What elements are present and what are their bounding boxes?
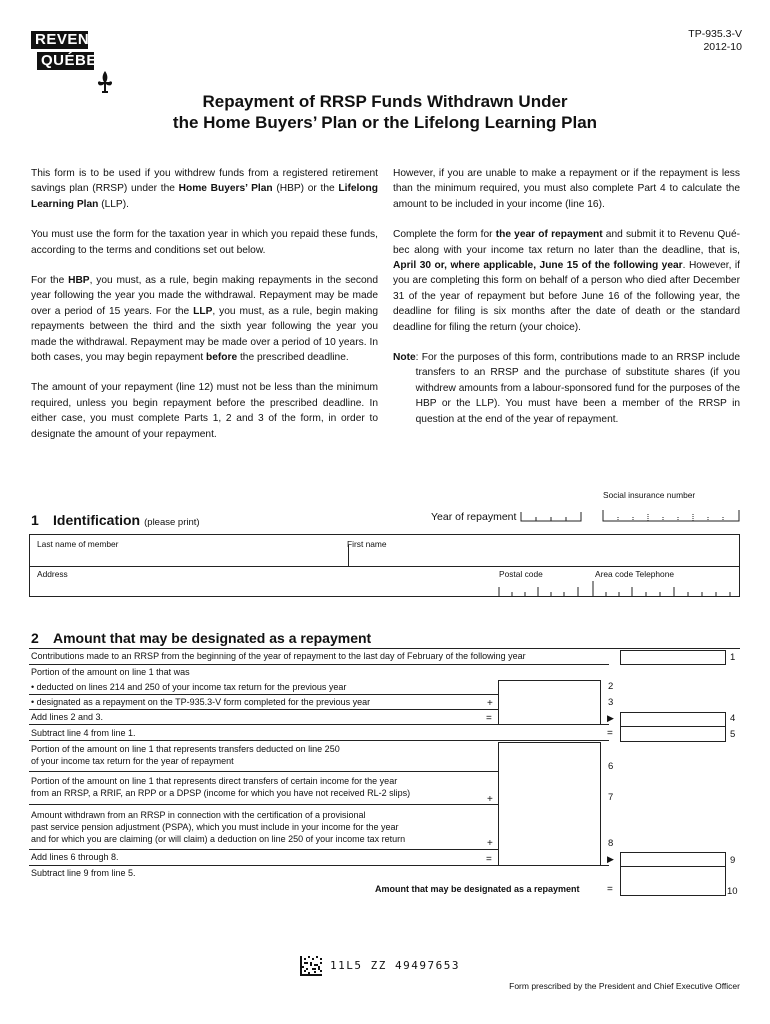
line9-total[interactable] (621, 853, 725, 866)
line7-amount[interactable] (499, 772, 599, 803)
section2-title: Amount that may be designated as a repayment (53, 630, 372, 646)
portion-text: Portion of the amount on line 1 that was (31, 667, 190, 677)
line10-text-a: Subtract line 9 from line 5. (31, 868, 136, 878)
barcode-text: 11L5 ZZ 49497653 (330, 959, 460, 972)
line7-text-a: Portion of the amount on line 1 that represents direct transfers of certain income for the year (31, 776, 398, 786)
address-label: Address (37, 569, 68, 579)
sin-label: Social insurance number (603, 490, 696, 500)
plus-line3: + (487, 698, 493, 709)
sin-field[interactable] (602, 509, 740, 522)
equals-line5: = (607, 728, 613, 739)
identification-table (29, 534, 740, 597)
address-field[interactable] (36, 579, 486, 596)
line-number-4: 4 (730, 713, 736, 724)
section2-heading (31, 630, 371, 646)
year-of-repayment-field[interactable] (520, 510, 582, 522)
arrow-right-icon: ▶ (607, 713, 614, 723)
line8-amount[interactable] (499, 805, 599, 848)
line4-total[interactable] (621, 713, 725, 726)
intro-paragraph-2: You must use the form for the taxation year in which you repaid these funds, according to the terms and conditions set out below. (31, 229, 378, 256)
note-label: Note (393, 352, 416, 364)
title-line1: Repayment of RRSP Funds Withdrawn Under (202, 92, 568, 111)
intro-paragraph-1: This form is to be used if you withdrew funds from a registered retirement savings plan (RRSP) under the Home Buyers’ Plan (HBP) or the Lifelong Learning Plan (LLP). (31, 168, 379, 210)
footer-text: Form prescribed by the President and Chief Executive Officer (509, 981, 740, 991)
line7-text-b: from an RRSP, a RRIF, an RPP or a DPSP (income for which you have not received RL-2 slips) (31, 788, 411, 798)
line5-text: Subtract line 4 from line 1. (31, 728, 136, 738)
last-name-field[interactable] (36, 549, 336, 566)
line-number-8: 8 (608, 838, 614, 849)
line4-amount[interactable] (499, 710, 599, 723)
line-number-3: 3 (608, 697, 614, 708)
section1-title: Identification (53, 512, 141, 528)
line-number-5: 5 (730, 729, 736, 740)
year-of-repayment-label: Year of repayment (431, 511, 517, 523)
line6-amount[interactable] (499, 743, 599, 770)
line9-text: Add lines 6 through 8. (31, 852, 119, 862)
line5-amount[interactable] (621, 727, 725, 740)
datamatrix-barcode (300, 956, 322, 976)
form-version: 2012-10 (703, 41, 742, 53)
line9-amount[interactable] (499, 850, 599, 864)
line-number-10: 10 (727, 886, 738, 897)
section2-number: 2 (31, 630, 39, 646)
line10-text-b: Amount that may be designated as a repayment (375, 884, 580, 894)
intro-left-column (31, 166, 378, 457)
equals-line4: = (486, 713, 492, 724)
line8-text-c: and for which you are claiming (or will claim) a deduction on line 250 of your income tax return (31, 834, 406, 844)
note (393, 350, 740, 427)
line-number-1: 1 (730, 652, 736, 663)
note-body: : For the purposes of this form, contributions made to an RRSP include transfers to an RRSP and the purchase of substitute shares (if you withdrew amounts from a labour-sponsored fund for the purposes of the HBP or the LLP). You must have been a member of the RRSP in question at the end of the year of repayment. (415, 352, 740, 425)
title-line2: the Home Buyers’ Plan or the Lifelong Learning Plan (172, 113, 598, 132)
line1-amount[interactable] (620, 650, 726, 665)
plus-line8: + (487, 838, 493, 849)
logo-line1: REVENU (31, 31, 88, 49)
telephone-field[interactable] (592, 579, 740, 597)
intro-paragraph-6: Complete the form for the year of repayment and submit it to Revenu Qué-bec along with your income tax return no later than the deadline, that is, April 30 or, where applicable, June 15 of the following year. However, if you are completing this form on behalf of a person who died after December 31 of the year of repayment but before June 16 of the following year, the deadline for filing is six months after the date of death or the standard deadline for filing the return (your choice). (393, 229, 741, 333)
line-number-6: 6 (608, 761, 614, 772)
line4-text: Add lines 2 and 3. (31, 712, 104, 722)
telephone-label: Area code Telephone (595, 569, 675, 579)
intro-paragraph-4: The amount of your repayment (line 12) must not be less than the minimum required, unless you begin repayment before the prescribed deadline. In either case, you must complete Parts 1, 2 and 3 of the form, in order to designate the amount of your repayment. (31, 382, 378, 440)
arrow-right-icon: ▶ (607, 854, 614, 864)
line-number-2: 2 (608, 681, 614, 692)
postal-code-label: Postal code (499, 569, 543, 579)
form-title (0, 91, 770, 133)
first-name-label: First name (347, 539, 387, 549)
section1-number: 1 (31, 512, 39, 528)
equals-line9: = (486, 854, 492, 865)
line10-amount[interactable] (621, 880, 725, 894)
first-name-field[interactable] (352, 549, 732, 566)
line-number-9: 9 (730, 855, 736, 866)
form-number: TP-935.3-V (688, 28, 742, 40)
line2-amount[interactable] (499, 681, 599, 694)
form-code (688, 28, 742, 54)
line1-text: Contributions made to an RRSP from the beginning of the year of repayment to the last day of February of the following year (31, 651, 526, 661)
line3-text: • designated as a repayment on the TP-935.3-V form completed for the previous year (31, 697, 371, 707)
line8-text-a: Amount withdrawn from an RRSP in connection with the certification of a provisional (31, 810, 366, 820)
line3-amount[interactable] (499, 695, 599, 708)
equals-line10: = (607, 884, 613, 895)
postal-code-field[interactable] (498, 579, 580, 597)
line-number-7: 7 (608, 792, 614, 803)
last-name-label: Last name of member (37, 539, 119, 549)
section1-subtitle: (please print) (144, 517, 200, 528)
line6-text-b: of your income tax return for the year of repayment (31, 756, 234, 766)
line6-text-a: Portion of the amount on line 1 that represents transfers deducted on line 250 (31, 744, 340, 754)
line8-text-b: past service pension adjustment (PSPA), which you must include in your income for the year (31, 822, 399, 832)
intro-paragraph-5: However, if you are unable to make a repayment or if the repayment is less than the minimum required, you must also complete Part 4 to calculate the amount to be included in your income (line 16). (393, 168, 740, 210)
intro-paragraph-3: For the HBP, you must, as a rule, begin making repayments in the second year following the year you made the withdrawal. Repayment may be made over a period of 15 years. For the LLP, you must, as a rule, begin making repayments between the third and the sixth year following the year you made the withdrawal. Repayment may be made over a period of 10 years. In both cases, you may begin repayment before the prescribed deadline. (31, 275, 378, 364)
section1-heading (31, 512, 200, 528)
line2-text: • deducted on lines 214 and 250 of your income tax return for the previous year (31, 682, 347, 692)
plus-line7: + (487, 794, 493, 805)
logo-line2: QUÉBEC (37, 52, 94, 70)
intro-right-column (393, 166, 740, 427)
